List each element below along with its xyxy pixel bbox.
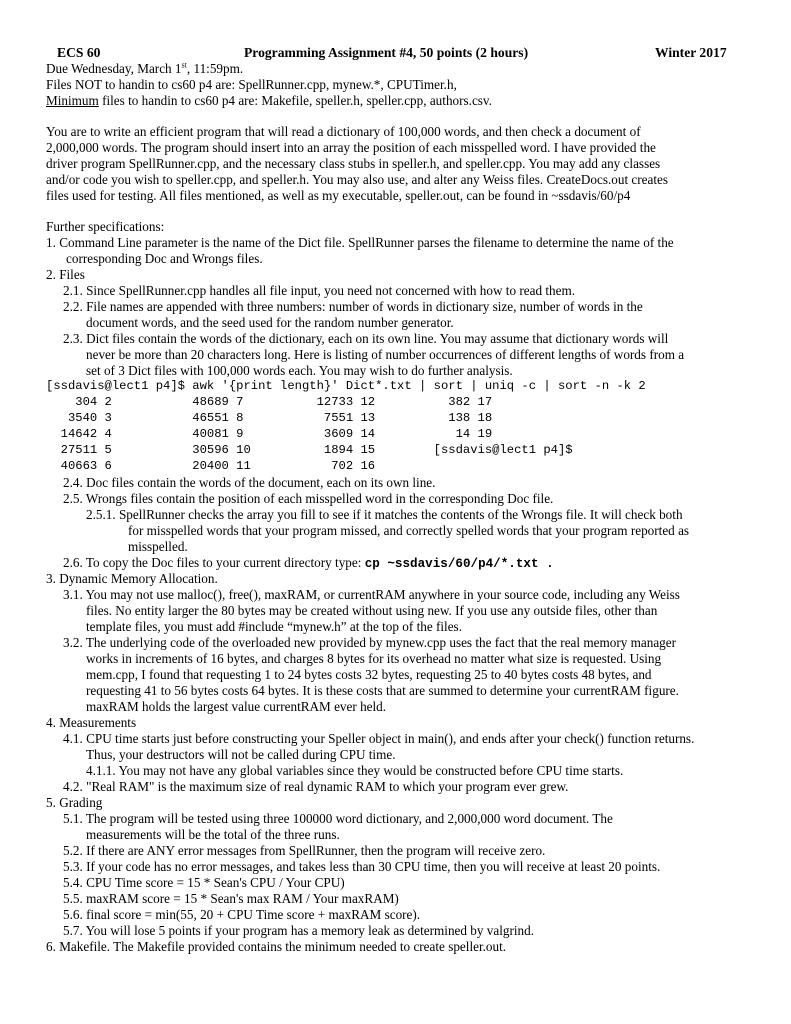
spec-2-2-line: 2.2. File names are appended with three numbers: number of words in dictionary size, number of words in the <box>63 299 643 314</box>
intro-line: driver program SpellRunner.cpp, and the necessary class stubs in speller.h, and speller.cpp. You may add any classes <box>46 156 661 171</box>
spec-5-1-line: 5.1. The program will be tested using three 100000 word dictionary, and 2,000,000 word document. The <box>63 811 613 826</box>
files-minimum-rest: files to handin to cs60 p4 are: Makefile, speller.h, speller.cpp, authors.csv. <box>98 93 492 108</box>
spec-4-2: 4.2. "Real RAM" is the maximum size of real dynamic RAM to which your program ever grew. <box>63 779 569 794</box>
due-sup: st <box>181 60 187 70</box>
terminal-line: [ssdavis@lect1 p4]$ awk '{print length}' Dict*.txt | sort | uniq -c | sort -n -k 2 <box>46 379 646 393</box>
spec-2-6 <box>63 555 554 572</box>
spec-6: 6. Makefile. The Makefile provided contains the minimum needed to create speller.out. <box>46 939 507 954</box>
spec-4-1-line: 4.1. CPU time starts just before constructing your Speller object in main(), and ends after your check() function returns. <box>63 731 695 746</box>
spec-3-2-line: maxRAM holds the largest value currentRAM ever held. <box>86 699 387 714</box>
spec-3-1-line: 3.1. You may not use malloc(), free(), maxRAM, or currentRAM anywhere in your source code, including any Weiss <box>63 587 680 602</box>
spec-2-5-1-line: 2.5.1. SpellRunner checks the array you fill to see if it matches the contents of the Wrongs file. It will check both <box>86 507 683 522</box>
intro-line: files used for testing. All files mentioned, as well as my executable, speller.out, can be found in ~ssdavis/60/p4 <box>46 188 631 203</box>
spec-4-1-line: Thus, your destructors will not be called during CPU time. <box>86 747 396 762</box>
spec-5-6: 5.6. final score = min(55, 20 + CPU Time score + maxRAM score). <box>63 907 421 922</box>
spec-3-1-line: files. No entity larger the 80 bytes may be created without using new. If you use any outside files, other than <box>86 603 658 618</box>
spec-2-5-1-line: for misspelled words that your program missed, and correctly spelled words that your program reported as <box>128 523 690 538</box>
spec-2-4: 2.4. Doc files contain the words of the document, each on its own line. <box>63 475 436 490</box>
spec-1-line: corresponding Doc and Wrongs files. <box>66 251 263 266</box>
spec-5-3: 5.3. If your code has no error messages, and takes less than 30 CPU time, then you will receive at least 20 points. <box>63 859 661 874</box>
further-heading: Further specifications: <box>46 219 165 234</box>
spec-4-1-1: 4.1.1. You may not have any global variables since they would be constructed before CPU time starts. <box>86 763 624 778</box>
spec-2-1: 2.1. Since SpellRunner.cpp handles all file input, you need not concerned with how to read them. <box>63 283 575 298</box>
spec-5-5: 5.5. maxRAM score = 15 * Sean's max RAM / Your maxRAM) <box>63 891 399 906</box>
spec-4-title: 4. Measurements <box>46 715 137 730</box>
terminal-line: 27511 5 30596 10 1894 15 [ssdavis@lect1 p4]$ <box>46 443 573 457</box>
terminal-line: 304 2 48689 7 12733 12 382 17 <box>46 395 493 409</box>
spec-3-title: 3. Dynamic Memory Allocation. <box>46 571 218 586</box>
terminal-line: 3540 3 46551 8 7551 13 138 18 <box>46 411 493 425</box>
spec-2-3-line: never be more than 20 characters long. Here is listing of number occurrences of different lengths of words from a <box>86 347 685 362</box>
spec-2-2-line: document words, and the seed used for the random number generator. <box>86 315 454 330</box>
spec-3-2-line: mem.cpp, I found that requesting 1 to 24 bytes costs 32 bytes, requesting 25 to 40 bytes costs 48 bytes, and <box>86 667 652 682</box>
spec-2-5: 2.5. Wrongs files contain the position of each misspelled word in the corresponding Doc file. <box>63 491 554 506</box>
spec-5-4: 5.4. CPU Time score = 15 * Sean's CPU / Your CPU) <box>63 875 345 890</box>
due-date <box>46 61 243 76</box>
spec-2-6-text: 2.6. To copy the Doc files to your current directory type: <box>63 555 365 570</box>
due-prefix: Due Wednesday, March 1 <box>46 61 182 76</box>
due-suffix: , 11:59pm. <box>186 61 244 76</box>
spec-5-title: 5. Grading <box>46 795 103 810</box>
spec-3-2-line: 3.2. The underlying code of the overloaded new provided by mynew.cpp uses the fact that the real memory manager <box>63 635 677 650</box>
files-minimum <box>46 93 492 108</box>
minimum-word: Minimum <box>46 93 99 108</box>
terminal-line: 40663 6 20400 11 702 16 <box>46 459 376 473</box>
intro-line: 2,000,000 words. The program should insert into an array the position of each misspelled word. I have provided the <box>46 140 656 155</box>
terminal-line: 14642 4 40081 9 3609 14 14 19 <box>46 427 493 441</box>
spec-2-3-line: 2.3. Dict files contain the words of the dictionary, each on its own line. You may assume that dictionary words will <box>63 331 669 346</box>
assignment-title: Programming Assignment #4, 50 points (2 hours) <box>244 45 529 60</box>
spec-3-2-line: works in increments of 16 bytes, and charges 8 bytes for its overhead no matter what size is requested. Using <box>86 651 662 666</box>
spec-3-1-line: template files, you must add #include “mynew.h” at the top of the files. <box>86 619 462 634</box>
spec-2-3-line: set of 3 Dict files with 100,000 words each. You may wish to do further analysis. <box>86 363 513 378</box>
spec-3-2-line: requesting 41 to 56 bytes costs 64 bytes. It is these costs that are summed to determine your currentRAM figure. <box>86 683 679 698</box>
spec-5-7: 5.7. You will lose 5 points if your program has a memory leak as determined by valgrind. <box>63 923 535 938</box>
spec-1-line: 1. Command Line parameter is the name of the Dict file. SpellRunner parses the filename to determine the name of the <box>46 235 674 250</box>
intro-line: and/or code you wish to speller.cpp, and speller.h. You may also use, and alter any Weiss files. CreateDocs.out creates <box>46 172 669 187</box>
spec-2-title: 2. Files <box>46 267 85 282</box>
intro-line: You are to write an efficient program that will read a dictionary of 100,000 words, and then check a document of <box>46 124 641 139</box>
spec-2-5-1-line: misspelled. <box>128 539 188 554</box>
spec-5-1-line: measurements will be the total of the three runs. <box>86 827 340 842</box>
spec-5-2: 5.2. If there are ANY error messages from SpellRunner, then the program will receive zero. <box>63 843 546 858</box>
course-name: ECS 60 <box>57 45 101 60</box>
files-not-handin: Files NOT to handin to cs60 p4 are: SpellRunner.cpp, mynew.*, CPUTimer.h, <box>46 77 457 92</box>
copy-command: cp ~ssdavis/60/p4/*.txt . <box>364 557 554 571</box>
term: Winter 2017 <box>655 45 727 60</box>
